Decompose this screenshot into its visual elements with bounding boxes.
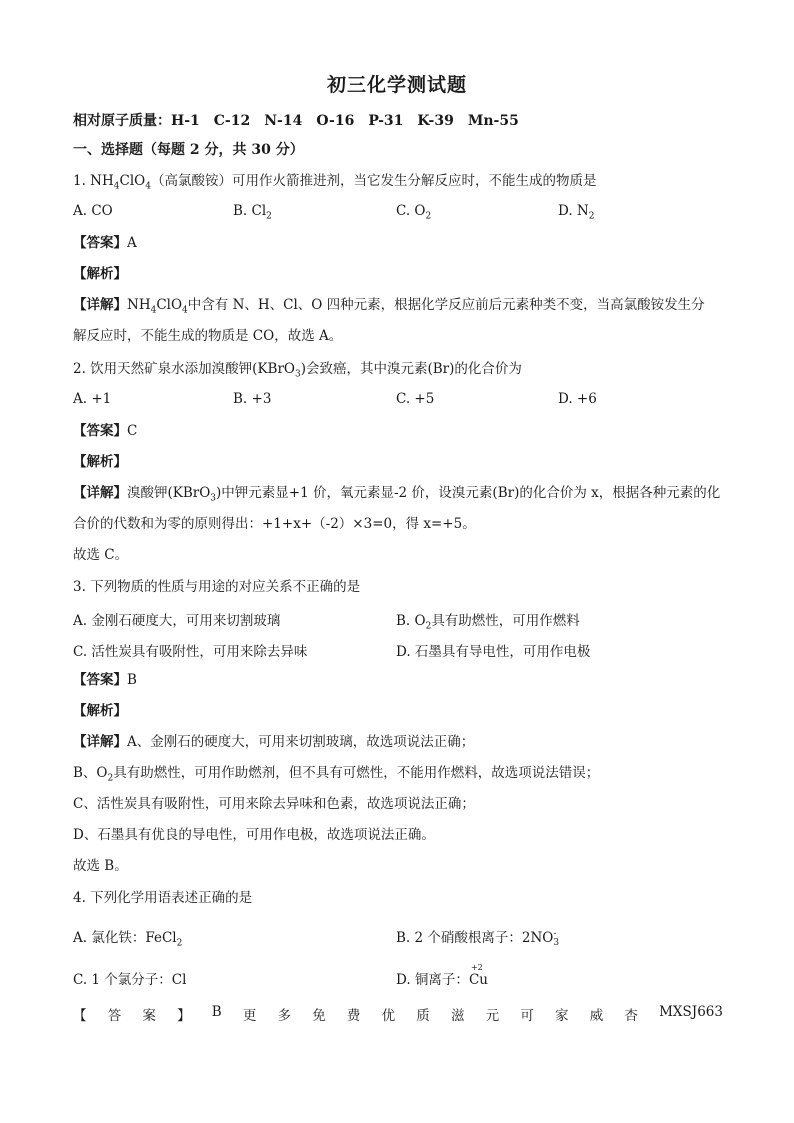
q3-option-b-text: 具有助燃性，可用作燃料 — [431, 613, 580, 629]
last-line-char: 多 — [277, 1008, 292, 1024]
q4-option-d-sup: +2 — [470, 963, 483, 972]
q1-option-c-text: C. O — [396, 203, 426, 219]
answer-tag: 【答案】 — [73, 423, 127, 439]
answer-value: A — [127, 235, 137, 251]
q1-detail-line: 解反应时，不能生成的物质是 CO，故选 A。 — [73, 328, 343, 344]
last-line-char: 杏 — [624, 1008, 638, 1024]
q2-stem-text: 2. 饮用天然矿泉水添加溴酸钾(KBrO — [73, 361, 295, 377]
q1-stem-text: 1. NH — [73, 173, 114, 189]
q1-option-d-text: D. N — [558, 203, 589, 219]
q1-option-a: A. CO — [73, 203, 113, 219]
detail-tag: 【详解】 — [73, 297, 127, 313]
q1-option-c — [396, 203, 431, 222]
q4-option-d-element: Cu — [468, 972, 488, 988]
q4-option-b-scripts — [553, 930, 559, 948]
q3-conclusion: 故选 B。 — [73, 858, 128, 874]
q2-detail-line: 合价的代数和为零的原则得出：+1+x+（-2）×3=0，得 x=+5。 — [73, 516, 476, 532]
q2-conclusion: 故选 C。 — [73, 547, 129, 563]
q1-stem-sub: 4 — [113, 181, 120, 192]
question-1-stem — [73, 172, 596, 196]
last-line-char: 费 — [346, 1008, 361, 1024]
q2-detail-text: 溴酸钾(KBrO — [127, 485, 211, 501]
q3-answer — [73, 671, 137, 689]
q2-option-d: D. +6 — [558, 391, 597, 407]
q1-detail-text: ClO — [156, 297, 183, 313]
q3-detail-sub: 2 — [107, 773, 114, 784]
q4-option-a — [73, 926, 182, 949]
q2-detail-text: )中钾元素显+1 价，氧元素显-2 价，设溴元素(Br)的化合价为 x，根据各种元素的化 — [216, 485, 721, 501]
q2-stem-text: )会致癌，其中溴元素(Br)的化合价为 — [300, 361, 522, 377]
q3-detail-line — [73, 733, 474, 751]
last-line-char: 答 — [107, 1008, 122, 1024]
q3-option-b-sub: 2 — [425, 621, 432, 632]
last-line-char: 可 — [520, 1008, 534, 1024]
q1-detail-line — [73, 296, 705, 320]
detail-tag: 【详解】 — [73, 485, 127, 501]
atomic-mass-item: Mn-55 — [467, 113, 519, 129]
last-line-char: 【 — [73, 1008, 87, 1024]
q1-stem-text: （高氯酸铵）可用作火箭推进剂，当它发生分解反应时，不能生成的物质是 — [150, 173, 597, 189]
q2-answer — [73, 422, 137, 440]
copper-ion-symbol — [468, 963, 488, 988]
question-4-stem: 4. 下列化学用语表述正确的是 — [73, 890, 253, 906]
atomic-mass-item: H-1 — [171, 113, 200, 129]
q4-option-d — [396, 963, 488, 988]
question-3-stem: 3. 下列物质的性质与用途的对应关系不正确的是 — [73, 579, 361, 595]
last-line-char: 案 — [142, 1008, 156, 1024]
atomic-mass-item: K-39 — [417, 113, 454, 129]
q4-option-b — [396, 926, 559, 948]
q4-option-c: C. 1 个氯分子：Cl — [73, 972, 187, 988]
q3-detail-text: A、金刚石的硬度大，可用来切割玻璃，故选项说法正确； — [127, 734, 475, 750]
atomic-mass-item: C-12 — [213, 113, 251, 129]
page-title: 初三化学测试题 — [326, 74, 467, 96]
q1-answer — [73, 234, 137, 252]
q2-stem-sub: 3 — [294, 369, 301, 380]
q3-option-c: C. 活性炭具有吸附性，可用来除去异味 — [73, 644, 308, 660]
q4-answer-line — [73, 1004, 723, 1024]
last-line-char: 威 — [589, 1008, 604, 1024]
q3-detail-text: B、O — [73, 765, 108, 781]
q1-option-d-sub: 2 — [588, 211, 595, 222]
atomic-mass-label: 相对原子质量： — [73, 113, 171, 129]
answer-tag: 【答案】 — [73, 672, 127, 688]
q3-option-b-text: B. O — [396, 613, 426, 629]
q3-option-b — [396, 609, 580, 632]
q1-stem-text: ClO — [119, 173, 146, 189]
answer-tag: 【答案】 — [73, 235, 127, 251]
atomic-mass-item: O-16 — [316, 113, 355, 129]
q3-option-a: A. 金刚石硬度大，可用来切割玻璃 — [73, 613, 281, 629]
q3-detail-line: C、活性炭具有吸附性，可用来除去异味和色素，故选项说法正确； — [73, 796, 475, 812]
q4-option-a-sub: 2 — [176, 938, 183, 949]
q1-detail-text: NH — [127, 297, 151, 313]
q4-option-d-text: D. 铜离子： — [396, 972, 469, 988]
q3-detail-text: 具有助燃性，可用作助燃剂，但不具有可燃性，不能用作燃料，故选项说法错误； — [113, 765, 600, 781]
q2-analysis-tag: 【解析】 — [73, 454, 127, 470]
q2-detail-line — [73, 484, 720, 508]
last-line-char: 更 — [242, 1008, 257, 1024]
q2-option-c: C. +5 — [396, 391, 435, 407]
last-line-char: 】 — [177, 1008, 191, 1024]
detail-tag: 【详解】 — [73, 734, 127, 750]
q1-option-c-sub: 2 — [425, 211, 432, 222]
q2-detail-sub: 3 — [210, 493, 217, 504]
q4-option-b-sup: - — [553, 928, 557, 939]
last-line-char: 家 — [555, 1008, 569, 1024]
atomic-mass-line — [73, 110, 519, 130]
last-line-char: 滋 — [450, 1008, 465, 1024]
q3-detail-line — [73, 764, 599, 788]
q2-option-a: A. +1 — [73, 391, 112, 407]
last-line-char: 优 — [381, 1008, 396, 1024]
last-line-char: 免 — [312, 1008, 326, 1024]
answer-value: B — [127, 672, 137, 688]
q3-analysis-tag: 【解析】 — [73, 703, 127, 719]
question-2-stem — [73, 360, 522, 384]
section-heading: 一、选择题（每题 2 分，共 30 分） — [73, 142, 304, 158]
q1-option-d — [558, 203, 594, 222]
q4-option-a-text: A. 氯化铁：FeCl — [73, 930, 177, 946]
q3-detail-line: D、石墨具有优良的导电性，可用作电极，故选项说法正确。 — [73, 827, 435, 843]
last-line-char: 质 — [416, 1008, 430, 1024]
q1-detail-sub: 4 — [182, 305, 188, 316]
q1-option-b-text: B. Cl — [233, 203, 267, 219]
q4-option-b-sub: 3 — [553, 937, 560, 948]
q1-detail-text: 中含有 N、H、Cl、O 四种元素，根据化学反应前后元素种类不变，当高氯酸铵发生分 — [187, 297, 705, 313]
q1-analysis-tag: 【解析】 — [73, 266, 127, 282]
q1-detail-sub: 4 — [150, 305, 157, 316]
atomic-mass-item: P-31 — [368, 113, 404, 129]
last-line-char: B — [211, 1004, 222, 1020]
answer-value: C — [127, 423, 138, 439]
q3-option-d: D. 石墨具有导电性，可用作电极 — [396, 644, 591, 660]
q1-stem-sub: 4 — [145, 181, 151, 192]
q1-option-b — [233, 203, 272, 222]
q1-option-b-sub: 2 — [266, 211, 272, 222]
last-line-code: MXSJ663 — [659, 1004, 723, 1020]
last-line-char: 元 — [485, 1008, 500, 1024]
atomic-mass-item: N-14 — [264, 113, 303, 129]
q2-option-b: B. +3 — [233, 391, 272, 407]
q4-option-b-text: B. 2 个硝酸根离子：2NO — [396, 930, 554, 946]
